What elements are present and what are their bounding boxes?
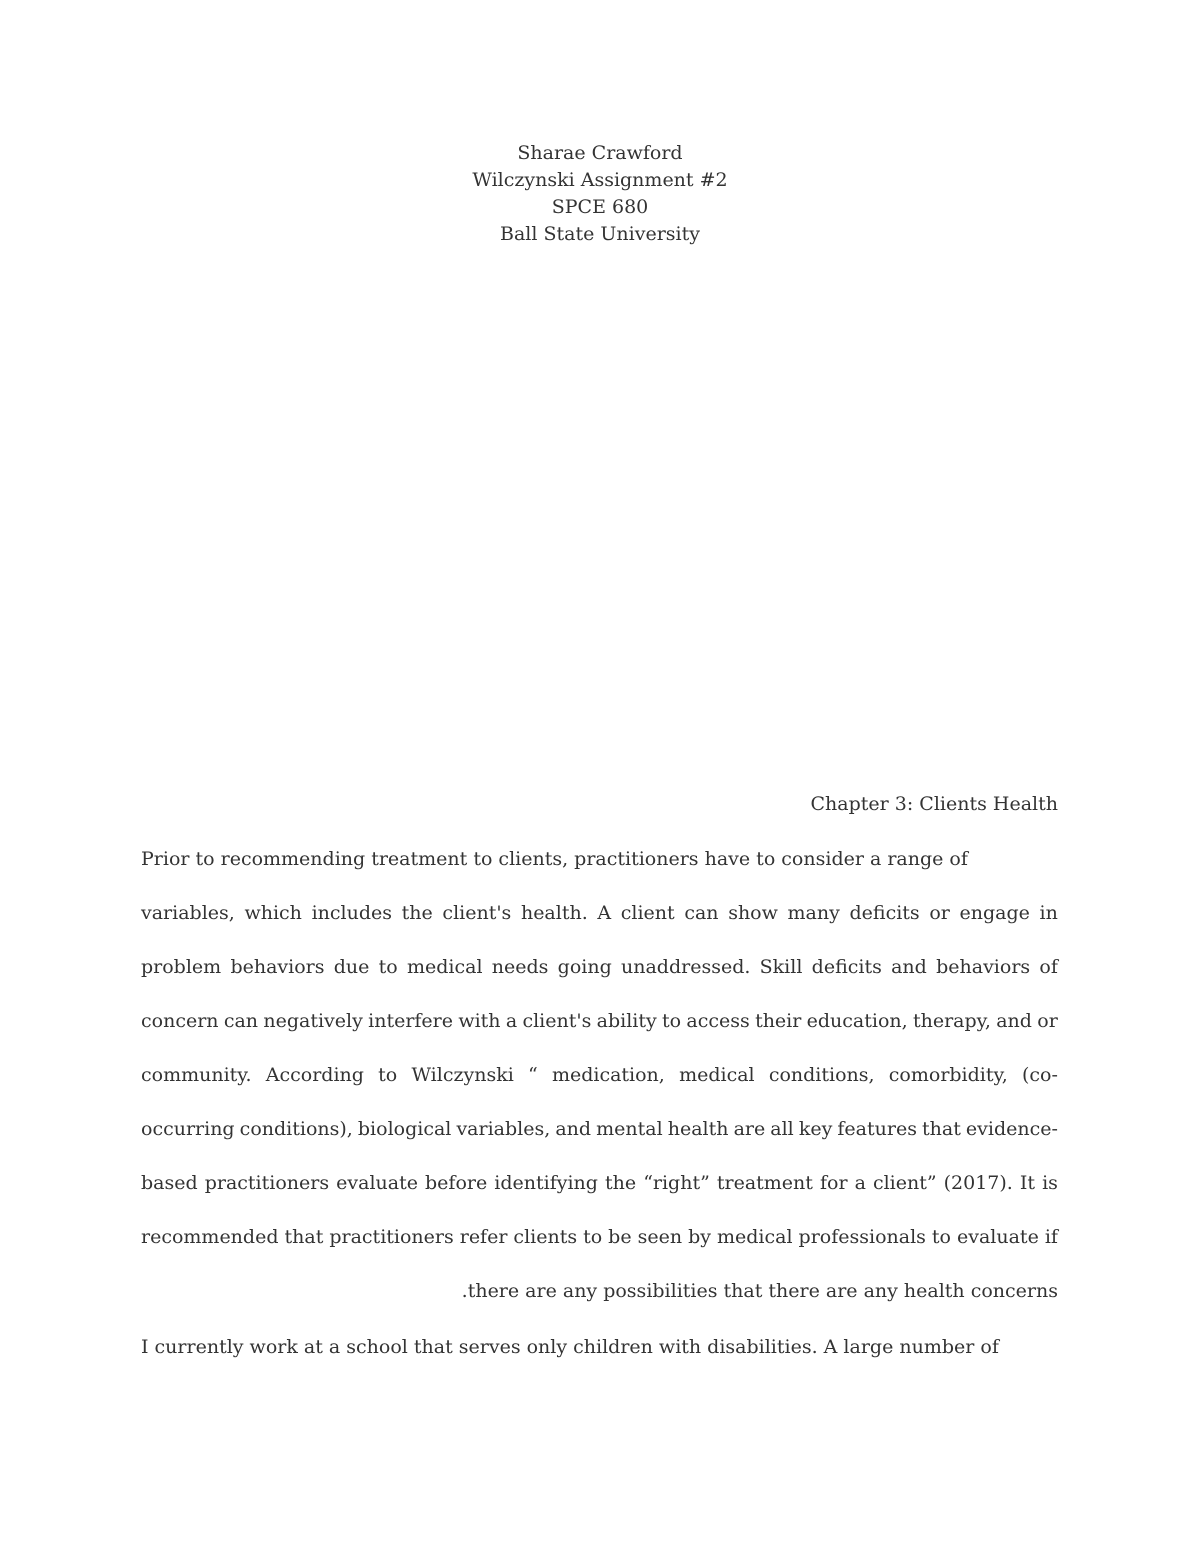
word: client's	[442, 902, 512, 924]
word: if	[1044, 1226, 1058, 1248]
word: Wilczynski	[411, 1064, 514, 1086]
word: It	[1019, 1172, 1036, 1194]
word: mental	[596, 1118, 663, 1140]
paragraph-line	[141, 1062, 1058, 1089]
word: evidence-	[965, 1118, 1058, 1140]
word: medical	[406, 956, 483, 978]
word: “right”	[643, 1172, 710, 1194]
word: comorbidity,	[888, 1064, 1008, 1086]
word: occurring	[141, 1118, 235, 1140]
word: with	[458, 1010, 501, 1032]
word: of	[1039, 956, 1058, 978]
word: can	[684, 902, 719, 924]
title-block	[0, 140, 1200, 248]
word: therapy,	[912, 1010, 991, 1032]
word: can	[223, 1010, 259, 1032]
word: for	[819, 1172, 848, 1194]
word: deficits	[811, 956, 882, 978]
paragraph-line: Prior to recommending treatment to clients, practitioners have to consider a range of	[141, 848, 968, 870]
word: or	[929, 902, 950, 924]
word: are	[733, 1118, 766, 1140]
word: recommended	[141, 1226, 279, 1248]
word: many	[787, 902, 840, 924]
word: ability	[596, 1010, 657, 1032]
word: that	[922, 1118, 961, 1140]
word: in	[1039, 902, 1058, 924]
word: professionals	[798, 1226, 926, 1248]
word: education,	[806, 1010, 908, 1032]
word: seen	[637, 1226, 683, 1248]
course-code: SPCE 680	[551, 196, 649, 218]
word: to	[583, 1226, 603, 1248]
word: the	[401, 902, 433, 924]
word: be	[608, 1226, 632, 1248]
word: deficits	[849, 902, 920, 924]
word: health.	[520, 902, 588, 924]
university-name: Ball State University	[500, 223, 700, 245]
word: includes	[311, 902, 393, 924]
word: the	[605, 1172, 637, 1194]
word: to	[378, 1064, 398, 1086]
paragraph-line	[141, 1224, 1058, 1251]
word: their	[755, 1010, 802, 1032]
word: before	[425, 1172, 488, 1194]
assignment-title: Wilczynski Assignment #2	[472, 169, 728, 191]
word: a	[854, 1172, 866, 1194]
word: According	[265, 1064, 364, 1086]
word: or	[1037, 1010, 1058, 1032]
word: to	[662, 1010, 682, 1032]
word: engage	[959, 902, 1030, 924]
word: interfere	[368, 1010, 454, 1032]
word: unaddressed.	[621, 956, 751, 978]
word: identifying	[494, 1172, 598, 1194]
word: and	[996, 1010, 1032, 1032]
paragraph-last-line: .there are any possibilities that there are any health concerns	[461, 1280, 1058, 1302]
word: negatively	[263, 1010, 363, 1032]
paragraph-line	[141, 954, 1058, 981]
word: treatment	[716, 1172, 813, 1194]
word: to	[931, 1226, 951, 1248]
paragraph-line	[141, 900, 1058, 927]
word: (2017).	[943, 1172, 1013, 1194]
word: Skill	[759, 956, 803, 978]
word: variables,	[141, 902, 235, 924]
word: to	[378, 956, 398, 978]
word: health	[667, 1118, 729, 1140]
word: medical	[679, 1064, 755, 1086]
chapter-heading: Chapter 3: Clients Health	[810, 793, 1058, 815]
word: which	[244, 902, 302, 924]
word: conditions),	[239, 1118, 353, 1140]
word: and	[891, 956, 927, 978]
paragraph-line	[141, 1170, 1058, 1197]
word: refer	[459, 1226, 508, 1248]
word: variables,	[456, 1118, 551, 1140]
word: that	[284, 1226, 324, 1248]
word: going	[557, 956, 612, 978]
word: problem	[141, 956, 222, 978]
word: needs	[491, 956, 549, 978]
word: based	[141, 1172, 198, 1194]
word: concern	[141, 1010, 219, 1032]
word: A	[597, 902, 612, 924]
word: and	[555, 1118, 592, 1140]
word: behaviors	[230, 956, 325, 978]
paragraph-line	[141, 1116, 1058, 1143]
word: (co-	[1021, 1064, 1058, 1086]
word: conditions,	[768, 1064, 875, 1086]
word: evaluate	[956, 1226, 1039, 1248]
word: community.	[141, 1064, 252, 1086]
word: evaluate	[336, 1172, 418, 1194]
word: clients	[513, 1226, 578, 1248]
word: due	[333, 956, 370, 978]
word: medical	[716, 1226, 793, 1248]
word: client”	[872, 1172, 937, 1194]
word: is	[1042, 1172, 1058, 1194]
word: biological	[357, 1118, 452, 1140]
word: client	[620, 902, 675, 924]
word: show	[728, 902, 778, 924]
word: all	[770, 1118, 794, 1140]
word: practitioners	[329, 1226, 454, 1248]
word: client's	[522, 1010, 592, 1032]
word: a	[505, 1010, 518, 1032]
word: practitioners	[204, 1172, 330, 1194]
author-name: Sharae Crawford	[517, 142, 683, 164]
word: access	[686, 1010, 750, 1032]
word: behaviors	[936, 956, 1031, 978]
word: “	[528, 1064, 538, 1086]
word: by	[688, 1226, 711, 1248]
word: key	[798, 1118, 833, 1140]
word: features	[837, 1118, 917, 1140]
paragraph-line: I currently work at a school that serves only children with disabilities. A large number of	[141, 1336, 999, 1358]
word: medication,	[551, 1064, 665, 1086]
paragraph-line	[141, 1008, 1058, 1035]
